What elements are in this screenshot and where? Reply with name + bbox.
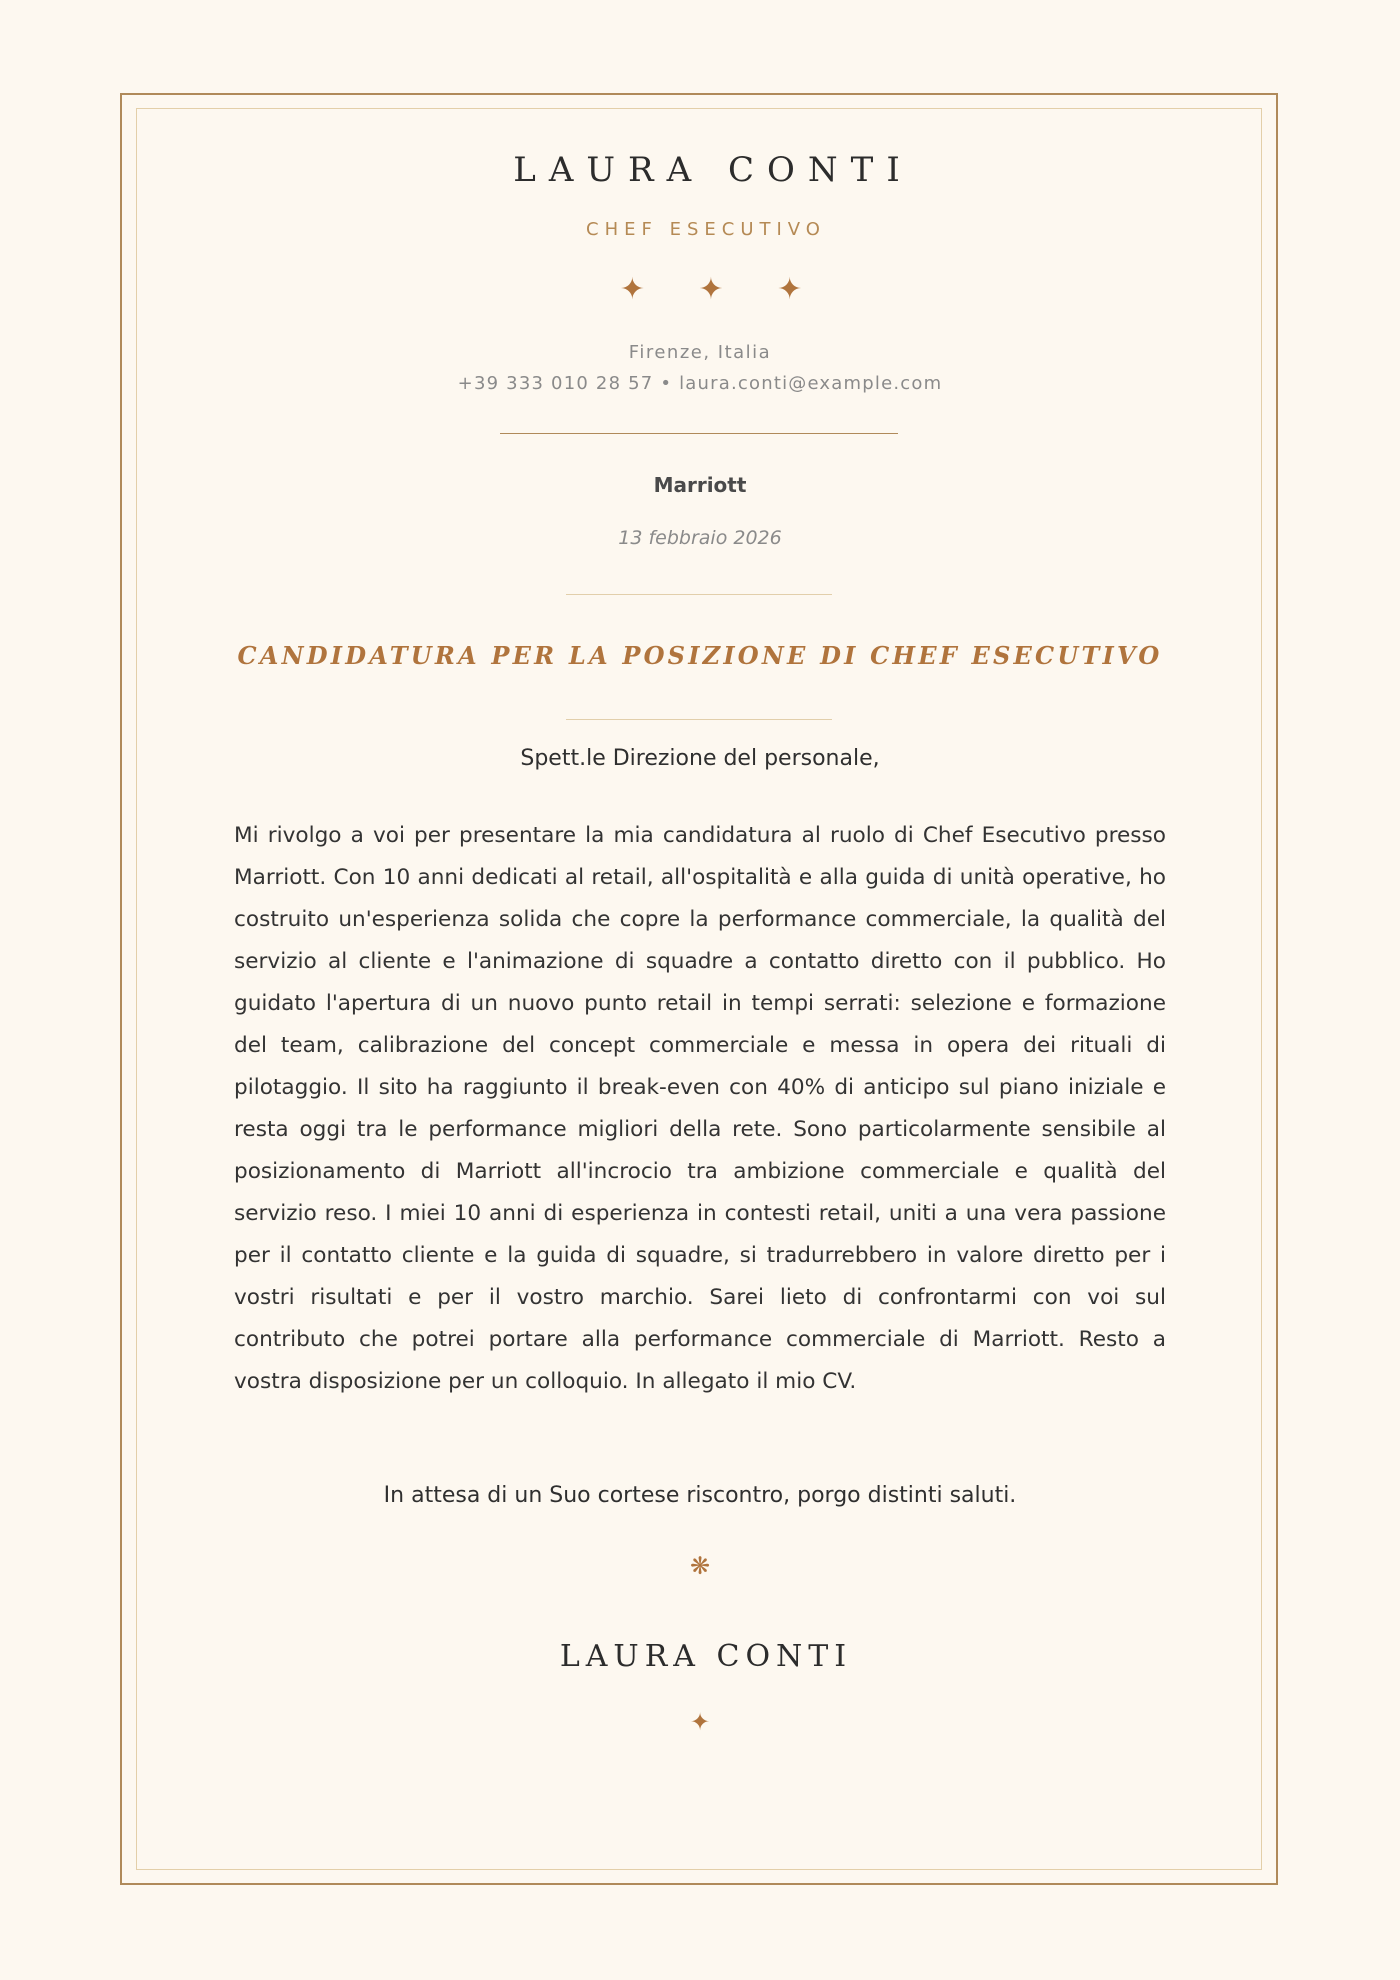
- signature-name: LAURA CONTI: [559, 1639, 853, 1674]
- letter-greeting: Spett.le Direzione del personale,: [520, 746, 880, 771]
- sender-name: LAURA CONTI: [513, 150, 913, 190]
- header-divider: [500, 433, 898, 434]
- letter-body: Mi rivolgo a voi per presentare la mia candidatura al ruolo di Chef Esecutivo presso Marriott. Con 10 anni dedicati al retail, all'ospitalità e alla guida di unità operative, ho costruito un'esperienza solida che copre la performance commerciale, la qualità del servizio al cliente e l'animazione di squadre a contatto diretto con il pubblico. Ho guidato l'apertura di un nuovo punto retail in tempi serrati: selezione e formazione del team, calibrazione del concept commerciale e messa in opera dei rituali di pilotaggio. Il sito ha raggiunto il break-even con 40% di anticipo sul piano iniziale e resta oggi tra le performance migliori della rete. Sono particolarmente sensibile al posizionamento di Marriott all'incrocio tra ambizione commerciale e qualità del servizio reso. I miei 10 anni di esperienza in contesti retail, uniti a una vera passione per il contatto cliente e la guida di squadre, si tradurrebbero in valore diretto per i vostri risultati e per il vostro marchio. Sarei lieto di confrontarmi con voi sul contributo che potrei portare alla performance commerciale di Marriott. Resto a vostra disposizione per un colloquio. In allegato il mio CV.: [234, 823, 1166, 1394]
- letter-closing: In attesa di un Suo cortese riscontro, porgo distinti saluti.: [383, 1483, 1017, 1508]
- letter-date: 13 febbraio 2026: [618, 527, 782, 549]
- flower-ornament-icon: ❋: [689, 1552, 711, 1580]
- letter-subject: CANDIDATURA PER LA POSIZIONE DI CHEF ESECUTIVO: [237, 641, 1163, 670]
- recipient-company: Marriott: [653, 473, 747, 497]
- sender-job-title: CHEF ESECUTIVO: [586, 219, 826, 240]
- sender-city: Firenze, Italia: [628, 342, 772, 363]
- star-icon: ✦: [689, 1708, 711, 1736]
- star-ornament-icon: ✦ ✦ ✦: [619, 272, 825, 307]
- sender-contact: +39 333 010 28 57 • laura.conti@example.com: [457, 373, 943, 394]
- subject-divider-bottom: [566, 719, 832, 720]
- subject-divider-top: [566, 594, 832, 595]
